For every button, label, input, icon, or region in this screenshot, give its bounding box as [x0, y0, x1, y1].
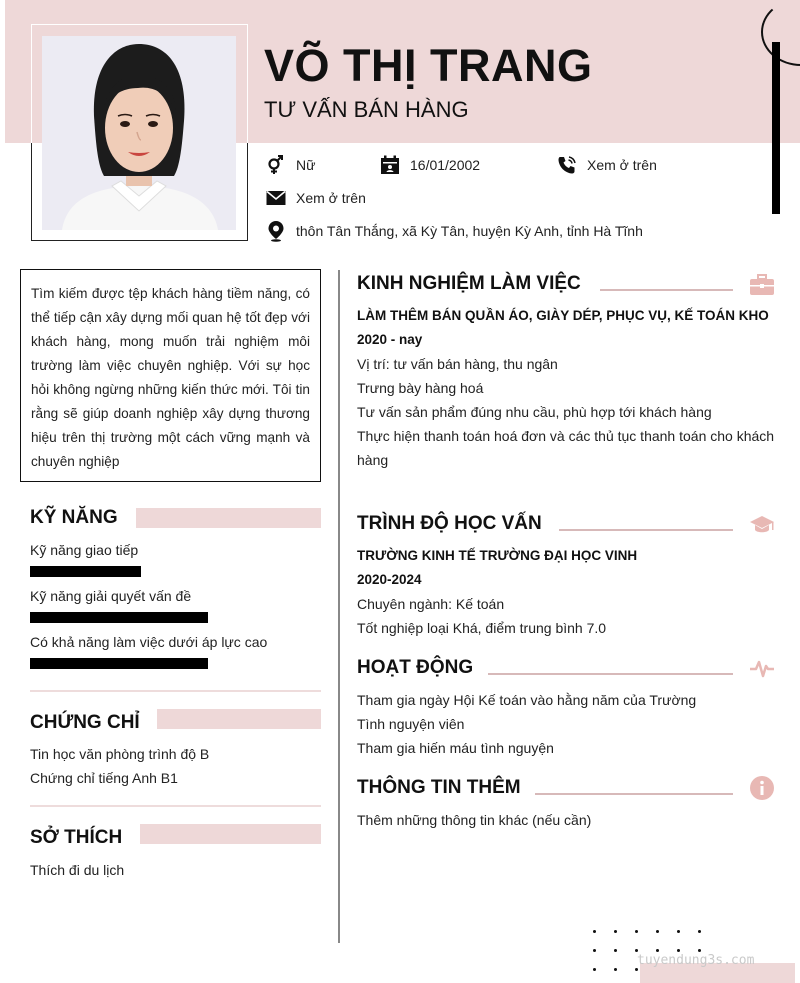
skills-title-bar	[136, 508, 321, 528]
certificate-item: Chứng chỉ tiếng Anh B1	[30, 770, 178, 786]
decorative-dot	[635, 930, 638, 933]
gender-value: Nữ	[296, 157, 316, 173]
email-icon	[265, 187, 287, 209]
decorative-dot	[635, 968, 638, 971]
experience-detail: Tư vấn sản phẩm đúng nhu cầu, phù hợp tới khách hàng	[357, 404, 712, 420]
education-school: TRƯỜNG KINH TẾ TRƯỜNG ĐẠI HỌC VINH	[357, 548, 638, 563]
experience-position: LÀM THÊM BÁN QUẦN ÁO, GIÀY DÉP, PHỤC VỤ, KẾ TOÁN KHO	[357, 308, 769, 323]
address-value: thôn Tân Thắng, xã Kỳ Tân, huyện Kỳ Anh, tỉnh Hà Tĩnh	[296, 223, 643, 239]
experience-title-line	[600, 289, 733, 291]
skill-item-label: Kỹ năng giải quyết vấn đề	[30, 588, 192, 604]
column-divider	[338, 270, 340, 943]
education-title: TRÌNH ĐỘ HỌC VẤN	[357, 513, 542, 534]
education-title-line	[559, 529, 733, 531]
birthday-value: 16/01/2002	[410, 157, 481, 173]
contact-birthday	[379, 154, 480, 176]
decorative-dot	[614, 968, 617, 971]
decorative-dot	[656, 949, 659, 952]
candidate-name: VÕ THỊ TRANG	[264, 40, 593, 91]
decorative-dot	[698, 949, 701, 952]
activities-title: HOẠT ĐỘNG	[357, 657, 474, 678]
contact-gender	[265, 154, 315, 176]
calendar-icon	[379, 154, 401, 176]
additional-title-line	[535, 793, 733, 795]
decorative-bar	[772, 42, 780, 214]
graduation-cap-icon	[749, 512, 775, 538]
decorative-dot	[593, 949, 596, 952]
experience-detail: Vị trí: tư vấn bán hàng, thu ngân	[357, 356, 558, 372]
additional-info-item: Thêm những thông tin khác (nếu cần)	[357, 812, 592, 828]
decorative-dot	[614, 930, 617, 933]
decorative-dot	[593, 968, 596, 971]
certificates-title: CHỨNG CHỈ	[30, 712, 140, 733]
briefcase-icon	[749, 272, 775, 298]
activity-item: Tham gia hiến máu tình nguyện	[357, 740, 554, 756]
section-separator	[30, 805, 321, 807]
phone-icon	[556, 154, 578, 176]
job-title: TƯ VẤN BÁN HÀNG	[264, 97, 469, 122]
experience-detail: hàng	[357, 452, 389, 468]
experience-detail: Trưng bày hàng hoá	[357, 380, 484, 396]
career-objective	[20, 269, 321, 482]
skill-level-bar	[30, 566, 141, 577]
decorative-dot	[614, 949, 617, 952]
certificate-item: Tin học văn phòng trình độ B	[30, 746, 210, 762]
location-icon	[265, 220, 287, 242]
skills-title: KỸ NĂNG	[30, 507, 118, 528]
education-period: 2020-2024	[357, 572, 422, 587]
skill-item-label: Kỹ năng giao tiếp	[30, 542, 139, 558]
experience-detail: Thực hiện thanh toán hoá đơn và các thủ tục thanh toán cho khách	[357, 428, 775, 444]
certificates-title-bar	[157, 709, 321, 729]
email-value: Xem ở trên	[296, 190, 366, 206]
pulse-icon	[749, 656, 775, 682]
decorative-dot	[677, 930, 680, 933]
watermark: tuyendung3s.com	[637, 953, 755, 968]
info-icon	[749, 775, 775, 801]
decorative-dot	[656, 930, 659, 933]
decorative-dot	[698, 930, 701, 933]
contact-phone	[556, 154, 657, 176]
gender-icon	[265, 154, 287, 176]
education-detail: Chuyên ngành: Kế toán	[357, 596, 505, 612]
skill-level-bar	[30, 612, 208, 623]
activity-item: Tham gia ngày Hội Kế toán vào hằng năm của Trường	[357, 692, 697, 708]
summary-text: Tìm kiếm được tệp khách hàng tiềm năng, có thể tiếp cận xây dựng mối quan hệ tốt đẹp với khách hàng, mong muốn trải nghiệm môi trường làm việc chuyên nghiệp. Với sự học hỏi không ngừng những kiến thức mới. Tôi tin rằng sẽ giúp doanh nghiệp xây dựng thương hiệu trên thị trường một cách vững mạnh và chuyên nghiệp	[31, 286, 310, 469]
hobby-item: Thích đi du lịch	[30, 862, 125, 878]
skill-item-label: Có khả năng làm việc dưới áp lực cao	[30, 634, 268, 650]
contact-email	[265, 187, 366, 209]
contact-address	[265, 220, 643, 242]
activity-item: Tình nguyện viên	[357, 716, 465, 732]
education-detail: Tốt nghiệp loại Khá, điểm trung bình 7.0	[357, 620, 607, 636]
experience-title: KINH NGHIỆM LÀM VIỆC	[357, 273, 581, 294]
hobbies-title-bar	[140, 824, 321, 844]
decorative-dot	[635, 949, 638, 952]
additional-info-title: THÔNG TIN THÊM	[357, 777, 521, 798]
profile-photo	[42, 36, 236, 230]
activities-title-line	[488, 673, 733, 675]
decorative-dot	[593, 930, 596, 933]
phone-value: Xem ở trên	[587, 157, 657, 173]
hobbies-title: SỞ THÍCH	[30, 827, 123, 848]
experience-period: 2020 - nay	[357, 332, 423, 347]
skill-level-bar	[30, 658, 208, 669]
section-separator	[30, 690, 321, 692]
decorative-dot	[677, 949, 680, 952]
